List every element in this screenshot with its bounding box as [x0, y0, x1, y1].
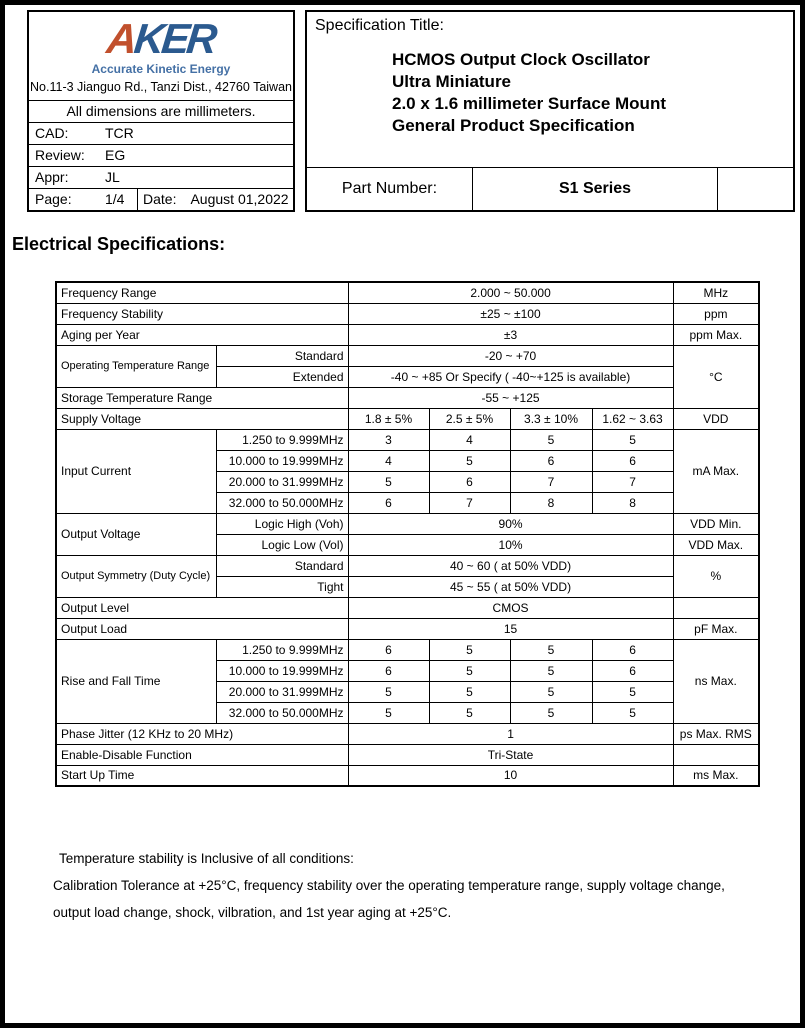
part-number-label: Part Number: — [341, 180, 438, 197]
spec-unit-cell-empty — [673, 597, 759, 618]
date-cell — [137, 189, 293, 210]
spec-title-line-2: Ultra Miniature — [392, 72, 512, 91]
table-row — [56, 765, 759, 786]
header-right-box — [305, 10, 795, 212]
table-row — [56, 618, 759, 639]
meta-row-page — [29, 188, 293, 210]
spec-value-cell: 15 — [348, 618, 673, 639]
spec-label-cell: Start Up Time — [56, 765, 348, 786]
spec-sublabel-cell: 32.000 to 50.000MHz — [216, 492, 348, 513]
table-row — [56, 555, 759, 576]
spec-value-cell: 5 — [429, 702, 510, 723]
date-value: August 01,2022 — [190, 191, 289, 207]
header-left-box — [27, 10, 295, 212]
spec-unit-cell: ms Max. — [673, 765, 759, 786]
spec-value-cell: ±25 ~ ±100 — [348, 303, 673, 324]
spec-value-cell: -20 ~ +70 — [348, 345, 673, 366]
spec-title-label: Specification Title: — [315, 17, 444, 34]
page-value: 1/4 — [105, 191, 125, 207]
table-row — [56, 723, 759, 744]
logo-letter-a: A — [105, 15, 138, 62]
spec-value-cell: 6 — [348, 639, 429, 660]
spec-value-cell: 5 — [592, 429, 673, 450]
spec-label-cell: Enable-Disable Function — [56, 744, 348, 765]
spec-label-cell: Supply Voltage — [56, 408, 348, 429]
spec-sublabel-cell: 32.000 to 50.000MHz — [216, 702, 348, 723]
spec-label-cell: Output Voltage — [56, 513, 216, 555]
spec-unit-cell: VDD Max. — [673, 534, 759, 555]
spec-title-block — [307, 12, 793, 167]
spec-value-cell: 6 — [592, 639, 673, 660]
spec-value-cell: 8 — [592, 492, 673, 513]
spec-value-cell: 5 — [348, 471, 429, 492]
review-value: EG — [105, 147, 126, 163]
spec-value-cell: 6 — [510, 450, 592, 471]
table-row — [56, 639, 759, 660]
table-row — [56, 345, 759, 366]
spec-value-cell: 2.5 ± 5% — [429, 408, 510, 429]
spec-value-cell: 7 — [510, 471, 592, 492]
spec-value-cell: 6 — [348, 492, 429, 513]
spec-value-cell: 3 — [348, 429, 429, 450]
spec-value-cell: 5 — [429, 450, 510, 471]
spec-sublabel-cell: Standard — [216, 555, 348, 576]
spec-label-cell: Frequency Stability — [56, 303, 348, 324]
appr-value: JL — [105, 169, 120, 185]
spec-label-cell: Output Load — [56, 618, 348, 639]
appr-label: Appr: — [35, 169, 69, 185]
spec-unit-cell: ppm — [673, 303, 759, 324]
spec-label-cell: Aging per Year — [56, 324, 348, 345]
spec-value-cell: 6 — [348, 660, 429, 681]
footnotes — [53, 845, 763, 926]
spec-unit-cell: ppm Max. — [673, 324, 759, 345]
spec-value-cell: 5 — [429, 660, 510, 681]
part-number-empty-cell — [717, 168, 793, 210]
dimensions-note: All dimensions are millimeters. — [29, 100, 293, 122]
spec-value-cell: 5 — [348, 681, 429, 702]
table-row — [56, 282, 759, 303]
spec-sublabel-cell: 10.000 to 19.999MHz — [216, 660, 348, 681]
table-row — [56, 408, 759, 429]
spec-label-cell: Output Level — [56, 597, 348, 618]
page-number-cell — [29, 189, 137, 210]
meta-row-review — [29, 144, 293, 166]
logo-wordmark — [105, 16, 217, 62]
spec-title-line-3: 2.0 x 1.6 millimeter Surface Mount — [392, 94, 666, 113]
spec-value-cell: 5 — [510, 639, 592, 660]
section-title: Electrical Specifications: — [12, 234, 226, 254]
cad-value: TCR — [105, 125, 134, 141]
spec-value-cell: 45 ~ 55 ( at 50% VDD) — [348, 576, 673, 597]
spec-value-cell: 1 — [348, 723, 673, 744]
spec-value-cell: 4 — [348, 450, 429, 471]
table-row — [56, 303, 759, 324]
part-number-value: S1 Series — [472, 168, 717, 210]
spec-title-line-4: General Product Specification — [392, 116, 635, 135]
spec-value-cell: 6 — [592, 660, 673, 681]
spec-unit-cell: mA Max. — [673, 429, 759, 513]
spec-sublabel-cell: 10.000 to 19.999MHz — [216, 450, 348, 471]
table-row — [56, 597, 759, 618]
spec-unit-cell-empty — [673, 744, 759, 765]
spec-value-cell: 40 ~ 60 ( at 50% VDD) — [348, 555, 673, 576]
logo-letters-ker: KER — [132, 15, 218, 62]
spec-unit-cell: pF Max. — [673, 618, 759, 639]
table-row — [56, 429, 759, 450]
spec-value-cell: -40 ~ +85 Or Specify ( -40~+125 is available) — [348, 366, 673, 387]
spec-value-cell: 7 — [429, 492, 510, 513]
spec-value-cell: 5 — [510, 429, 592, 450]
spec-value-cell: 6 — [592, 450, 673, 471]
spec-value-cell: CMOS — [348, 597, 673, 618]
spec-sublabel-cell: Tight — [216, 576, 348, 597]
spec-sublabel-cell: 1.250 to 9.999MHz — [216, 639, 348, 660]
spec-sublabel-cell: Standard — [216, 345, 348, 366]
spec-value-cell: 5 — [592, 681, 673, 702]
spec-value-cell: 4 — [429, 429, 510, 450]
spec-unit-cell: ps Max. RMS — [673, 723, 759, 744]
spec-label-cell: Rise and Fall Time — [56, 639, 216, 723]
spec-value-cell: 5 — [348, 702, 429, 723]
spec-value-cell: 10% — [348, 534, 673, 555]
spec-value-cell: Tri-State — [348, 744, 673, 765]
spec-unit-cell: VDD Min. — [673, 513, 759, 534]
spec-value-cell: 5 — [510, 681, 592, 702]
spec-value-cell: -55 ~ +125 — [348, 387, 673, 408]
spec-value-cell: 10 — [348, 765, 673, 786]
spec-label-cell: Phase Jitter (12 KHz to 20 MHz) — [56, 723, 348, 744]
spec-unit-cell: ns Max. — [673, 639, 759, 723]
spec-unit-cell: VDD — [673, 408, 759, 429]
logo-tagline: Accurate Kinetic Energy — [91, 62, 231, 76]
spec-sublabel-cell: Logic High (Voh) — [216, 513, 348, 534]
spec-unit-cell: % — [673, 555, 759, 597]
spec-value-cell: 5 — [429, 681, 510, 702]
spec-title-lines — [392, 49, 785, 137]
electrical-specifications-table — [55, 281, 760, 787]
page-label: Page: — [35, 191, 72, 207]
note-line: Temperature stability is Inclusive of all conditions: — [59, 851, 354, 866]
spec-value-cell: 2.000 ~ 50.000 — [348, 282, 673, 303]
spec-sublabel-cell: 1.250 to 9.999MHz — [216, 429, 348, 450]
spec-label-cell: Frequency Range — [56, 282, 348, 303]
note-line: output load change, shock, vilbration, and 1st year aging at +25°C. — [53, 905, 452, 920]
table-row — [56, 387, 759, 408]
date-label: Date: — [143, 191, 177, 207]
spec-value-cell: 5 — [510, 660, 592, 681]
spec-sublabel-cell: 20.000 to 31.999MHz — [216, 471, 348, 492]
meta-row-appr — [29, 166, 293, 188]
table-row — [56, 744, 759, 765]
spec-label-cell: Storage Temperature Range — [56, 387, 348, 408]
part-number-row — [307, 167, 793, 210]
spec-value-cell: 7 — [592, 471, 673, 492]
spec-value-cell: 1.8 ± 5% — [348, 408, 429, 429]
spec-sublabel-cell: Logic Low (Vol) — [216, 534, 348, 555]
spec-label-cell: Output Symmetry (Duty Cycle) — [56, 555, 216, 597]
spec-value-cell: 1.62 ~ 3.63 — [592, 408, 673, 429]
company-address: No.11-3 Jianguo Rd., Tanzi Dist., 42760 Taiwan — [30, 80, 292, 94]
spec-label-cell: Input Current — [56, 429, 216, 513]
meta-row-cad — [29, 122, 293, 144]
spec-value-cell: 6 — [429, 471, 510, 492]
spec-value-cell: 5 — [510, 702, 592, 723]
spec-value-cell: 3.3 ± 10% — [510, 408, 592, 429]
table-row — [56, 324, 759, 345]
spec-label-cell: Operating Temperature Range — [56, 345, 216, 387]
spec-value-cell: ±3 — [348, 324, 673, 345]
spec-sublabel-cell: Extended — [216, 366, 348, 387]
spec-value-cell: 90% — [348, 513, 673, 534]
spec-sublabel-cell: 20.000 to 31.999MHz — [216, 681, 348, 702]
cad-label: CAD: — [35, 125, 69, 141]
company-logo — [29, 12, 293, 100]
spec-value-cell: 5 — [592, 702, 673, 723]
review-label: Review: — [35, 147, 85, 163]
spec-value-cell: 5 — [429, 639, 510, 660]
spec-value-cell: 8 — [510, 492, 592, 513]
note-line: Calibration Tolerance at +25°C, frequency stability over the operating temperature range, supply voltage change, — [53, 878, 725, 893]
spec-unit-cell: MHz — [673, 282, 759, 303]
spec-unit-cell: °C — [673, 345, 759, 408]
table-row — [56, 513, 759, 534]
spec-title-line-1: HCMOS Output Clock Oscillator — [392, 50, 650, 69]
